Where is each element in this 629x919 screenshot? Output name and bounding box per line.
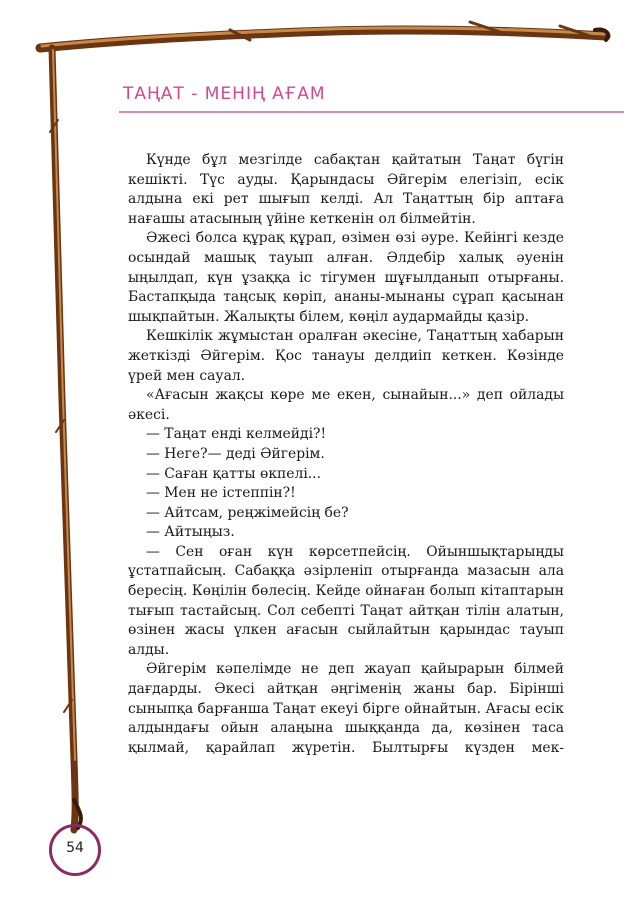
paragraph: Әйгерім кәпелімде не деп жауап қайырарын білмей дағдарды. Әкесі айтқан әңгіменің жаны бар. Бірінші сыныпқа барғанша Таңат екеуі бірге ойнайтын. Ағасы есік алдындағы ойын алаңына шыққанда да, көзінен таса қылмай, қарайлап жүретін. Былтырғы күзден мек- [128,661,564,756]
paragraph: Күнде бұл мезгілде сабақтан қайтатын Таңат бүгін кешікті. Түс ауды. Қарындасы Әйгерім елегізіп, есік алдына екі рет шығып келді. Ал Таңаттың бір аптаға нағашы атасының үйіне кеткенін ол білмейтін. [128,152,564,227]
dialogue-line: — Таңат енді келмейді?! [146,426,327,443]
paragraph: «Ағасын жақсы көре ме екен, сынайын...» деп ойлады әкесі. [128,387,564,423]
page-title: ТАҢАТ - МЕНІҢ АҒАМ [123,84,326,104]
paragraph: Кешкілік жұмыстан оралған әкесіне, Таңаттың хабарын жеткізді Әйгерім. Қос танауы делдиіп кеткен. Көзінде үрей мен сауал. [128,328,564,384]
dialogue-line: — Сен оған күн көрсетпейсің. Ойыншықтарыңды ұстатпайсың. Сабаққа әзірленіп отырғанда мазасын ала бересің. Көңілін бөлесің. Кейде ойнаған болып кітаптарын тығып тастайсың. Сол себепті Таңат айтқан тілін алатын, өзінен жасы үлкен ағасын сыйлайтын қарындас тауып алды. [128,543,564,658]
dialogue-line: — Саған қатты өкпелі... [146,465,322,482]
story-text [128,151,564,758]
title-underline [119,111,624,113]
dialogue-line: — Айтсам, реңжімейсің бе? [146,504,349,521]
page-number-badge [49,824,101,876]
paragraph: Әжесі болса құрақ құрап, өзімен өзі әуре. Кейінгі кезде осындай машық тауып алған. Әлдебір халық әуенін ыңылдап, күн ұзаққа іс тігумен шұғылданып отырғаны. Бастапқыда таңсық көріп, ананы-мынаны сұрап қасынан шықпайтын. Жалықты білем, көңіл аудармайды қазір. [128,230,564,325]
dialogue-line: — Неге?— деді Әйгерім. [146,445,325,462]
dialogue-line: — Мен не істеппін?! [146,485,296,502]
dialogue-line: — Айтыңыз. [146,524,235,541]
page-number: 54 [66,840,84,856]
